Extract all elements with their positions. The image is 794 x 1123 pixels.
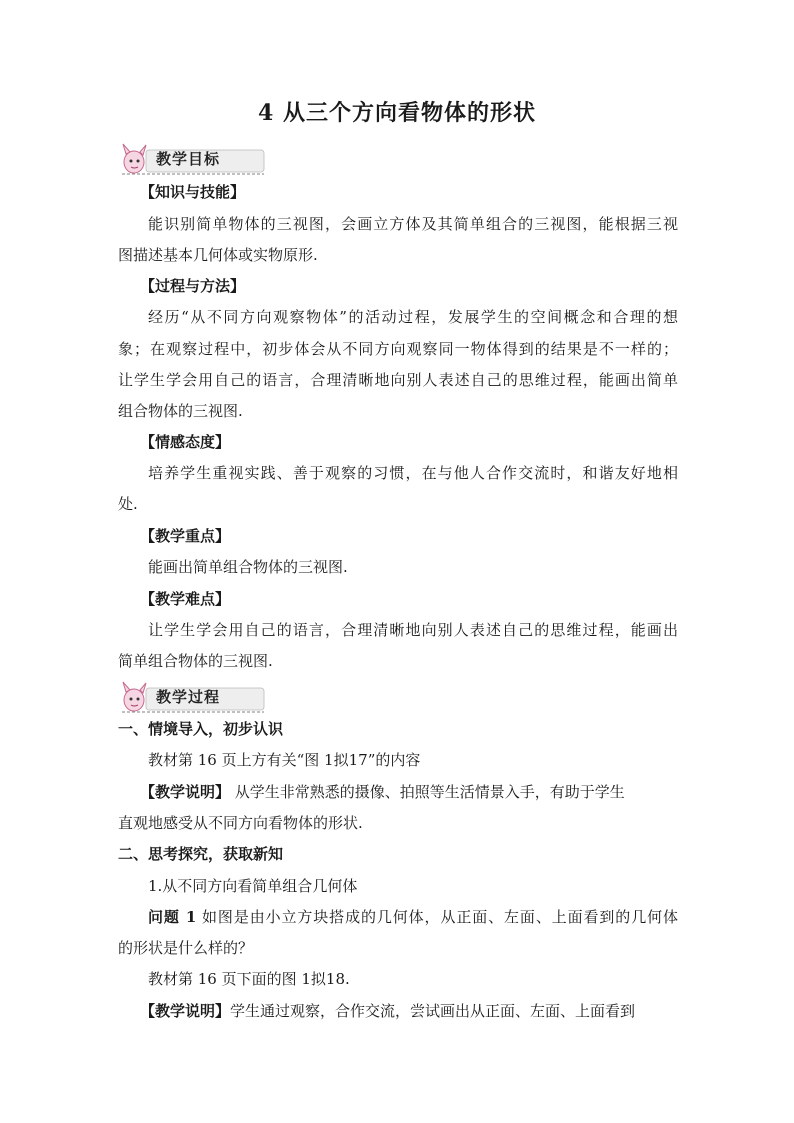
section-label: 教学过程 — [156, 688, 221, 706]
paragraph-line — [148, 907, 678, 927]
paragraph-line: 经历“从不同方向观察物体”的活动过程，发展学生的空间概念和合理的想 — [148, 308, 678, 326]
section-2-heading: 二、思考探究，获取新知 — [118, 845, 284, 863]
key-point-heading: 【教学重点】 — [140, 527, 231, 545]
paragraph-line: 直观地感受从不同方向看物体的形状. — [118, 814, 363, 832]
paragraph-line: 简单组合物体的三视图. — [118, 652, 273, 670]
question-label: 问题 1 — [148, 908, 197, 926]
paragraph-line: 培养学生重视实践、善于观察的习惯，在与他人合作交流时，和谐友好地相 — [148, 464, 678, 482]
question-text: 如图是由小立方块搭成的几何体，从正面、左面、上面看到的几何体 — [196, 908, 678, 926]
paragraph-line: 让学生学会用自己的语言，合理清晰地向别人表述自己的思维过程，能画出简单 — [118, 371, 678, 389]
paragraph-line: 的形状是什么样的？ — [118, 939, 254, 957]
paragraph-line: 能识别简单物体的三视图，会画立方体及其简单组合的三视图，能根据三视 — [148, 215, 678, 233]
process-heading: 【过程与方法】 — [140, 277, 246, 295]
paragraph-line: 图描述基本几何体或实物原形. — [118, 246, 318, 264]
paragraph-line: 象；在观察过程中，初步体会从不同方向观察同一物体得到的结果是不一样的； — [118, 340, 678, 358]
note-text: 从学生非常熟悉的摄像、拍照等生活情景入手，有助于学生 — [230, 783, 625, 801]
paragraph-line: 教材第 16 页上方有关“图 1拟17”的内容 — [148, 751, 421, 769]
paragraph-line: 组合物体的三视图. — [118, 402, 243, 420]
attitude-heading: 【情感态度】 — [140, 433, 231, 451]
paragraph-line: 处. — [118, 495, 138, 513]
section-header-process — [118, 680, 268, 716]
paragraph-line — [140, 1001, 678, 1021]
paragraph-line: 教材第 16 页下面的图 1拟18. — [148, 970, 350, 988]
section-1-heading: 一、情境导入，初步认识 — [118, 720, 284, 738]
note-label: 【教学说明】 — [140, 783, 231, 801]
section-header-objectives — [118, 142, 268, 178]
paragraph-line: 能画出简单组合物体的三视图. — [148, 558, 348, 576]
paragraph-line — [140, 782, 678, 802]
knowledge-heading: 【知识与技能】 — [140, 183, 246, 201]
note-label: 【教学说明】 — [140, 1002, 231, 1020]
page-title: 4 从三个方向看物体的形状 — [258, 100, 536, 126]
paragraph-line: 1.从不同方向看简单组合几何体 — [148, 877, 358, 895]
paragraph-line: 让学生学会用自己的语言，合理清晰地向别人表述自己的思维过程，能画出 — [148, 621, 678, 639]
note-text: 学生通过观察，合作交流，尝试画出从正面、左面、上面看到 — [230, 1002, 636, 1020]
section-label: 教学目标 — [156, 150, 221, 168]
difficulty-heading: 【教学难点】 — [140, 590, 231, 608]
